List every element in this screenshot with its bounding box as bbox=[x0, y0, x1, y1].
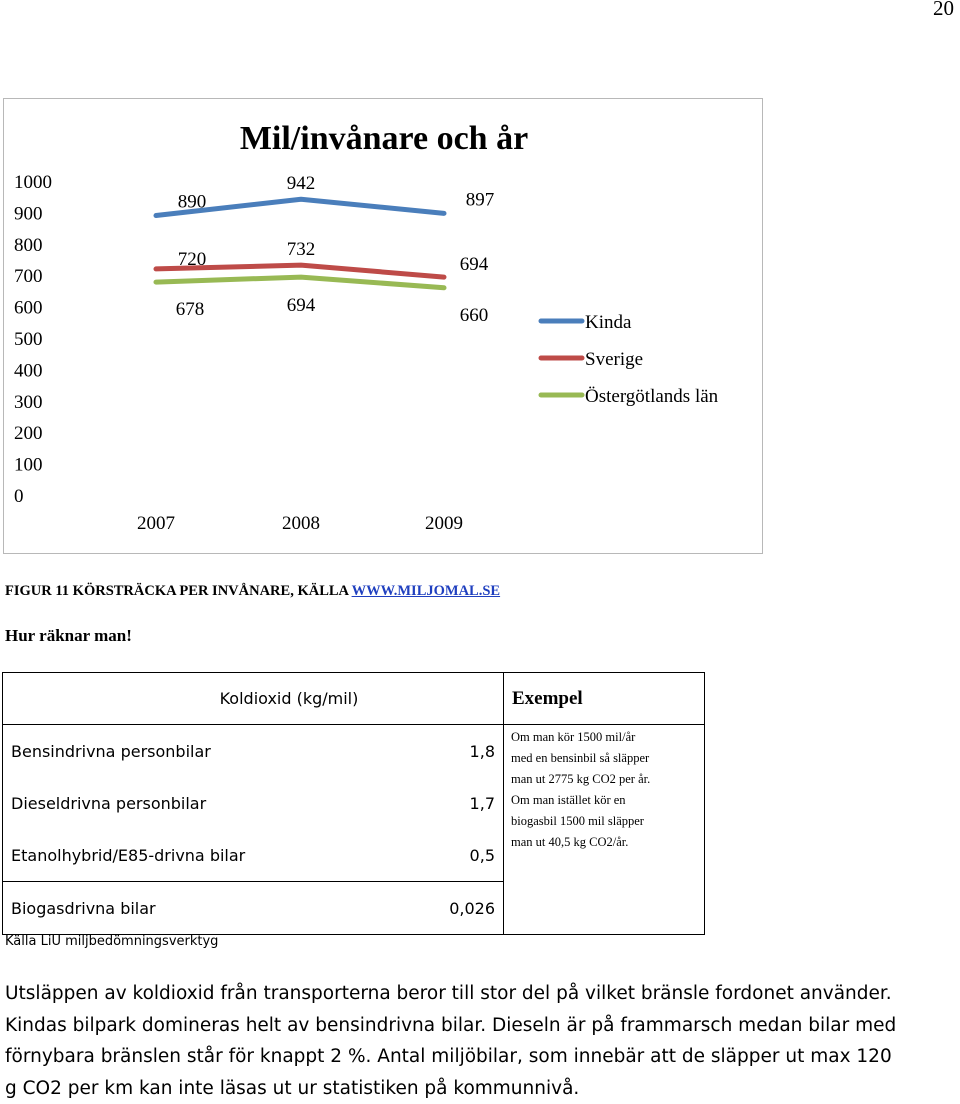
y-tick-label: 500 bbox=[14, 329, 43, 350]
x-tick-label: 2008 bbox=[282, 513, 320, 534]
table-header-value: Koldioxid (kg/mil) bbox=[3, 673, 504, 725]
y-tick-label: 200 bbox=[14, 423, 43, 444]
example-line: man ut 2775 kg CO2 per år. bbox=[511, 769, 698, 790]
y-tick-label: 900 bbox=[14, 203, 43, 224]
table-row bbox=[3, 829, 503, 881]
example-line: man ut 40,5 kg CO2/år. bbox=[511, 832, 698, 853]
paragraph-line: Kindas bilpark domineras helt av bensindrivna bilar. Dieseln är på frammarsch medan bilar med bbox=[5, 1010, 960, 1042]
y-tick-label: 0 bbox=[14, 486, 24, 507]
line-chart bbox=[3, 98, 763, 554]
y-tick-label: 300 bbox=[14, 392, 43, 413]
data-label: 890 bbox=[178, 192, 207, 213]
caption-text: FIGUR 11 KÖRSTRÄCKA PER INVÅNARE, KÄLLA bbox=[5, 583, 352, 599]
example-line: med en bensinbil så släpper bbox=[511, 748, 698, 769]
example-line: biogasbil 1500 mil släpper bbox=[511, 811, 698, 832]
paragraph-line: Utsläppen av koldioxid från transporterna beror till stor del på vilket bränsle fordonet använder. bbox=[5, 978, 960, 1010]
table-row-label: Bensindrivna personbilar bbox=[11, 742, 211, 761]
table-row bbox=[3, 725, 503, 777]
example-text bbox=[511, 727, 698, 853]
table-header-example: Exempel bbox=[504, 673, 705, 725]
table-row-value: 1,7 bbox=[470, 794, 495, 813]
y-tick-label: 600 bbox=[14, 298, 43, 319]
table-row-value: 1,8 bbox=[470, 742, 495, 761]
table-row-label: Etanolhybrid/E85-drivna bilar bbox=[11, 846, 245, 865]
body-paragraph bbox=[5, 978, 960, 1104]
x-tick-label: 2007 bbox=[137, 513, 175, 534]
data-label: 678 bbox=[176, 299, 205, 320]
data-label: 694 bbox=[460, 254, 489, 275]
paragraph-line: förnybara bränslen står för knappt 2 %. Antal miljöbilar, som innebär att de släpper ut max 120 bbox=[5, 1041, 960, 1073]
data-label: 660 bbox=[460, 305, 489, 326]
data-label: 720 bbox=[178, 249, 207, 270]
example-line: Om man istället kör en bbox=[511, 790, 698, 811]
chart-canvas bbox=[4, 99, 762, 553]
paragraph-line: g CO2 per km kan inte läsas ut ur statistiken på kommunnivå. bbox=[5, 1073, 960, 1104]
y-tick-label: 700 bbox=[14, 266, 43, 287]
example-line: Om man kör 1500 mil/år bbox=[511, 727, 698, 748]
table-rows bbox=[3, 725, 503, 881]
caption-link[interactable]: WWW.MILJOMAL.SE bbox=[352, 583, 501, 599]
table-row-biogas bbox=[3, 882, 504, 935]
co2-table bbox=[2, 672, 705, 935]
y-tick-label: 100 bbox=[14, 455, 43, 476]
data-label: 942 bbox=[287, 173, 316, 194]
table-row bbox=[3, 777, 503, 829]
legend-label: Kinda bbox=[585, 312, 632, 333]
table-source: Källa LiU miljbedömningsverktyg bbox=[5, 934, 218, 949]
table-row-label: Dieseldrivna personbilar bbox=[11, 794, 206, 813]
series-line bbox=[156, 277, 444, 288]
table-row-value: 0,026 bbox=[449, 899, 495, 918]
table-row-value: 0,5 bbox=[470, 846, 495, 865]
data-label: 897 bbox=[466, 189, 495, 210]
y-tick-label: 1000 bbox=[14, 172, 52, 193]
x-tick-label: 2009 bbox=[425, 513, 463, 534]
figure-caption bbox=[5, 583, 500, 600]
table-values-cell bbox=[3, 725, 504, 882]
table-example-cell bbox=[504, 725, 705, 935]
data-label: 694 bbox=[287, 295, 316, 316]
legend-label: Sverige bbox=[585, 349, 643, 370]
y-tick-label: 400 bbox=[14, 360, 43, 381]
table-row-label: Biogasdrivna bilar bbox=[11, 899, 156, 918]
data-label: 732 bbox=[287, 239, 316, 260]
page-number: 20 bbox=[933, 0, 954, 21]
chart-title: Mil/invånare och år bbox=[240, 120, 528, 157]
legend-label: Östergötlands län bbox=[585, 386, 719, 407]
section-subheading: Hur räknar man! bbox=[5, 626, 132, 646]
y-tick-label: 800 bbox=[14, 235, 43, 256]
